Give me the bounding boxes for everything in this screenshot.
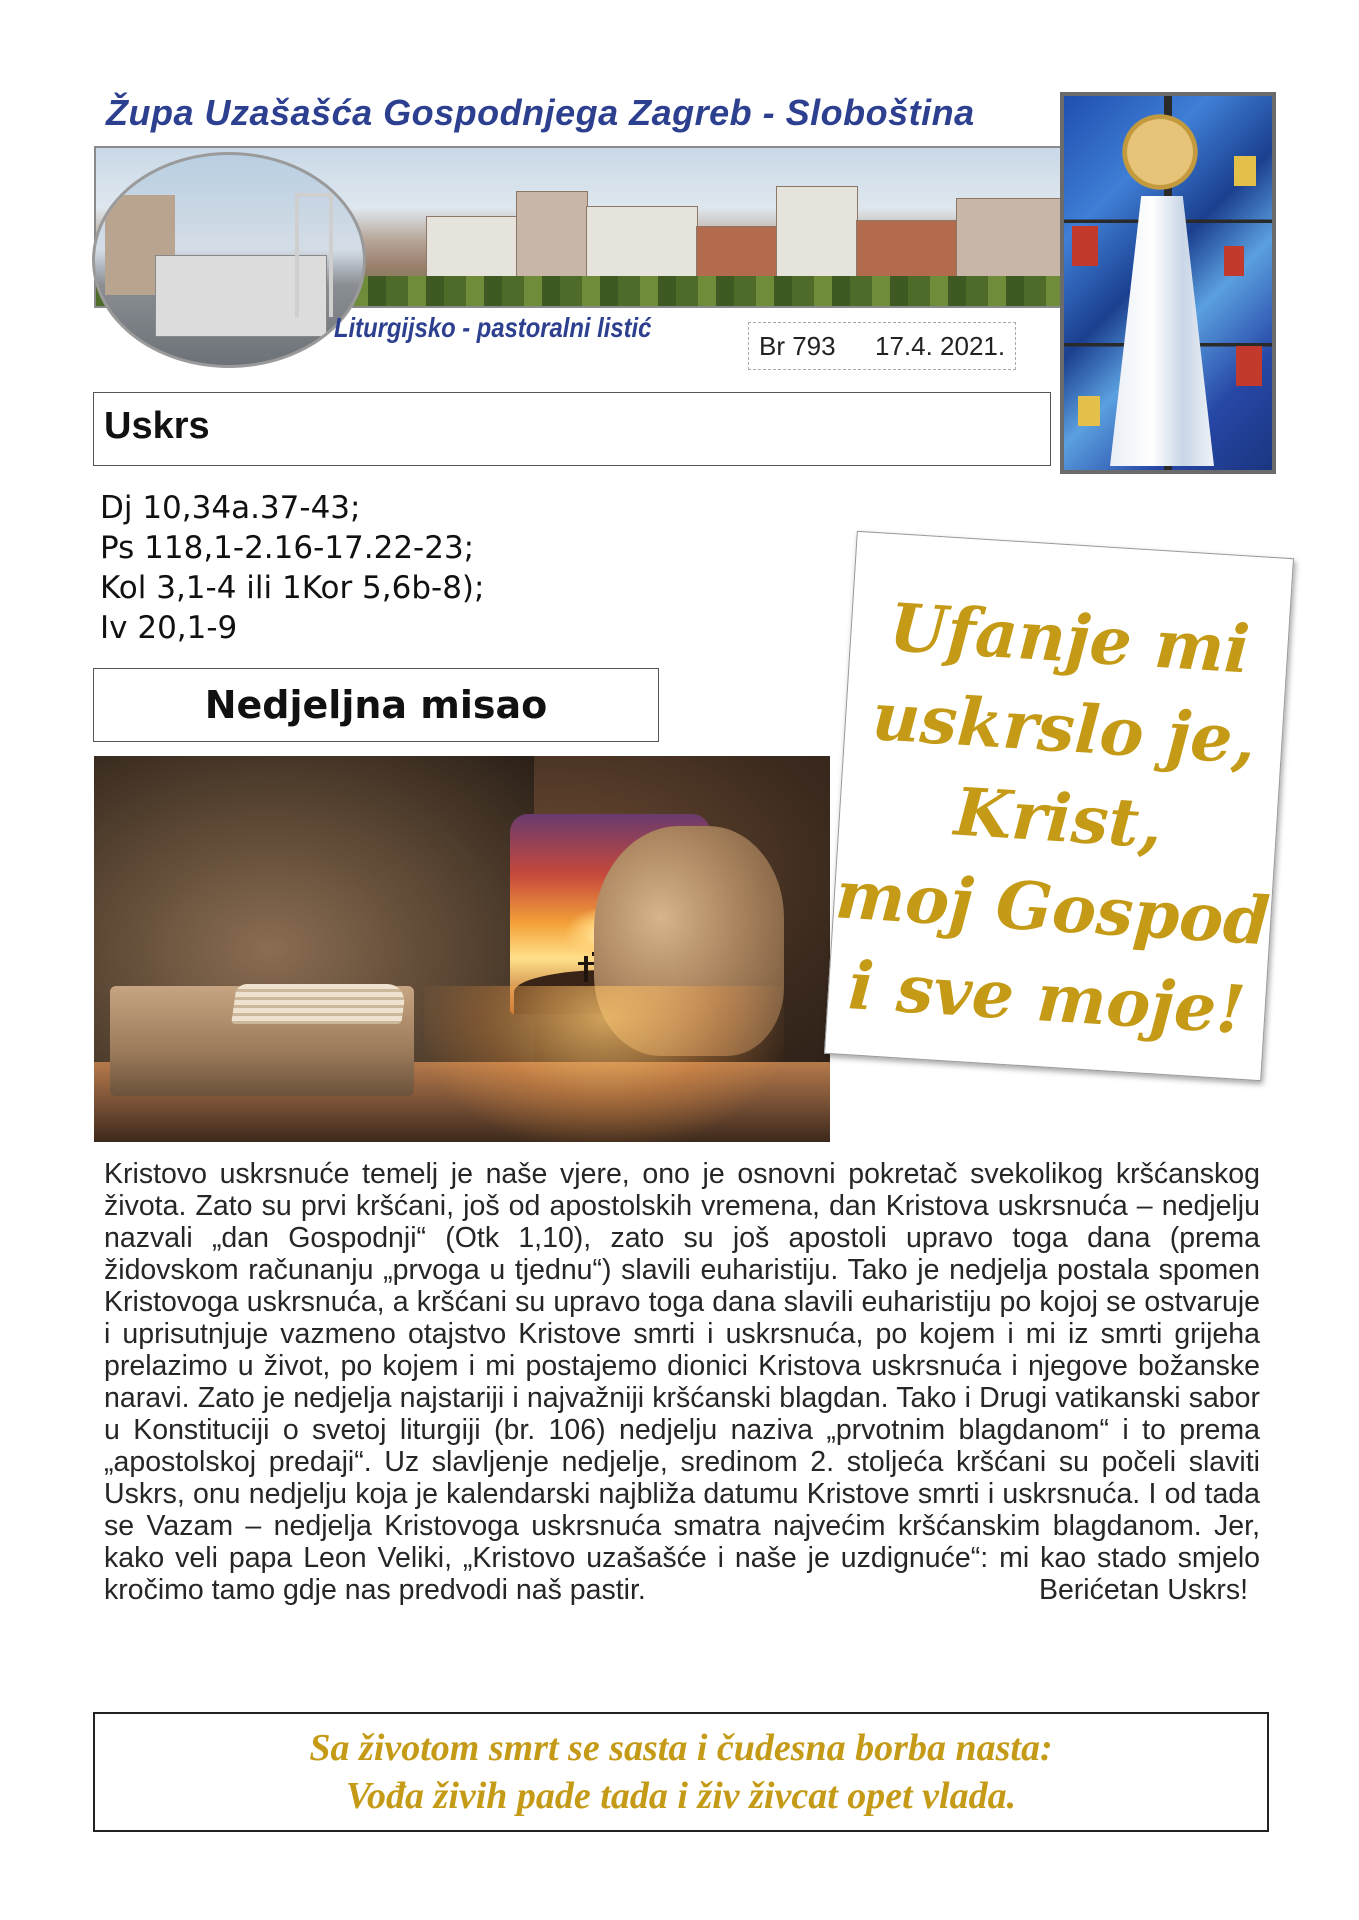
quote-text [827,580,1290,1056]
bulletin-subtitle: Liturgijsko - pastoralni listić [334,312,652,343]
quote-card [824,531,1294,1081]
quote-line: moj Gospod [833,855,1272,961]
body-paragraph [104,1158,1260,1606]
easter-greeting: Berićetan Uskrs! [1038,1574,1248,1606]
page-title: Uskrs [104,405,210,447]
readings-list [100,488,484,648]
title-box [93,392,1051,466]
issue-info [748,322,1016,370]
issue-number: Br 793 [759,331,836,361]
reading-item: Iv 20,1-9 [100,610,238,646]
reading-item: Kol 3,1-4 ili 1Kor 5,6b-8); [100,570,485,606]
section-heading: Nedjeljna misao [204,683,548,727]
issue-date: 17.4. 2021. [875,331,1006,361]
section-heading-box [93,668,659,742]
quote-line: i sve moje! [846,946,1248,1050]
verse-text [95,1724,1267,1820]
header-banner [94,90,1062,370]
stained-glass-image [1060,92,1276,474]
reading-item: Ps 118,1-2.16-17.22-23; [100,530,475,566]
empty-tomb-image [94,756,830,1142]
verse-line: Sa životom smrt se sasta i čudesna borba nasta: [309,1727,1053,1769]
quote-line: Ufanje mi [887,588,1252,689]
verse-line: Vođa živih pade tada i živ živcat opet vlada. [345,1775,1017,1817]
body-text: Kristovo uskrsnuće temelj je naše vjere, ono je osnovni pokretač svekolikog kršćanskog života. Zato su prvi kršćani, još od apostolskih vremena, dan Kristova uskrsnuća – nedjelju nazvali „dan Gospodnji“ (Otk 1,10), zato su još apostoli upravo toga dana (prema židovskom računanju „prvoga u tjednu“) slavili euharistiju. Tako je nedjelja postala spomen Kristovoga uskrsnuća, a kršćani su upravo toga dana slavili euharistiju po kojoj se ostvaruje i uprisutnjuje vazmeno otajstvo Kristove smrti i uskrsnuća, po kojem i mi iz smrti grijeha prelazimo u život, po kojem i mi postajemo dionici Kristova uskrsnuća i njegove božanske naravi. Zato je nedjelja najstariji i najvažniji kršćanski blagdan. Tako i Drugi vatikanski sabor u Konstituciji o svetoj liturgiji (br. 106) nedjelju naziva „prvotnim blagdanom“ i to prema „apostolskoj predaji“. Uz slavljenje nedjelje, sredinom 2. stoljeća kršćani su počeli slaviti Uskrs, onu nedjelju koja je kalendarski najbliža datumu Kristove smrti i uskrsnuća. I od tada se Vazam – nedjelja Kristovoga uskrsnuća smatra najvećim kršćanskim blagdanom. Jer, kako veli papa Leon Veliki, „Kristovo uzašašće i naše je uzdignuće“: mi kao stado smjelo kročimo tamo gdje nas predvodi naš pastir. [104,1158,1260,1606]
reading-item: Dj 10,34a.37-43; [100,490,361,526]
quote-line: Krist, [952,772,1165,864]
quote-line: uskrslo je, [869,677,1258,780]
church-photo-oval [92,152,366,368]
parish-name: Župa Uzašašća Gospodnjega Zagreb - Sloboština [106,92,975,133]
verse-box [93,1712,1269,1832]
